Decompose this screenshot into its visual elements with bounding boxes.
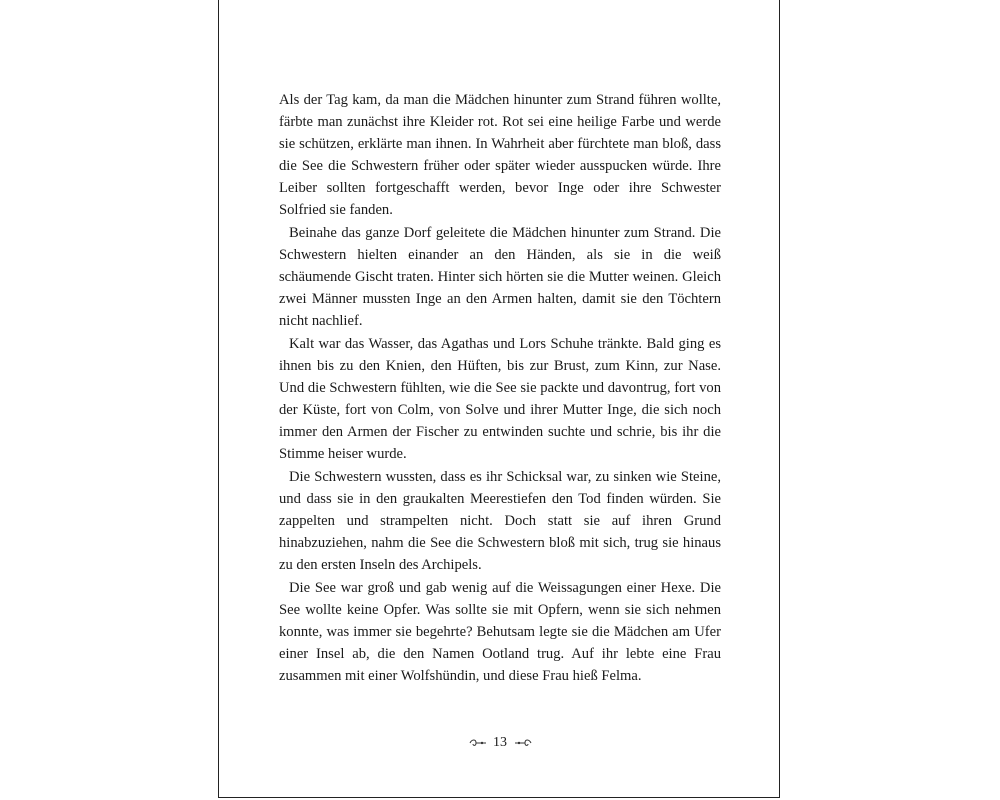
right-flourish-icon xyxy=(513,738,533,748)
paragraph: Kalt war das Wasser, das Agathas und Lors Schuhe tränkte. Bald ging es ihnen bis zu den Knien, den Hüften, bis zur Brust, zum Kinn, zur Nase. Und die Schwestern fühlten, wie die See sie packte und davontrug, fort von der Küste, fort von Colm, von Solve und ihrer Mutter Inge, die sich noch immer den Armen der Fischer zu entwinden suchte und schrie, bis ihr die Stimme heiser wurde. xyxy=(279,335,721,462)
paragraph: Als der Tag kam, da man die Mädchen hinunter zum Strand führen wollte, färbte man zunächst ihre Kleider rot. Rot sei eine heilige Farbe und werde sie schützen, erklärte man ihnen. In Wahrheit aber fürchtete man bloß, dass die See die Schwestern früher oder später wieder ausspucken würde. Ihre Leiber sollten fortgeschafft werden, bevor Inge oder ihre Schwester Solfried sie fanden. xyxy=(279,92,721,218)
paragraph: Die See war groß und gab wenig auf die Weissagungen einer Hexe. Die See wollte keine Opfer. Was sollte sie mit Opfern, wenn sie sich nehmen konnte, was immer sie begehrte? Behutsam legte sie die Mädchen am Ufer einer Insel ab, die den Namen Ootland trug. Auf ihr lebte eine Frau zusammen mit einer Wolfshündin, und diese Frau hieß Felma. xyxy=(279,579,721,684)
book-page xyxy=(218,0,780,798)
page-number-footer xyxy=(219,735,781,751)
paragraph: Beinahe das ganze Dorf geleitete die Mädchen hinunter zum Strand. Die Schwestern hielten einander an den Händen, als sie in die weiß schäumende Gischt traten. Hinter sich hörten sie die Mutter weinen. Gleich zwei Männer mussten Inge an den Armen halten, damit sie den Töchtern nicht nachlief. xyxy=(279,224,721,329)
page-number: 13 xyxy=(493,735,507,750)
left-flourish-icon xyxy=(468,738,488,748)
paragraph: Die Schwestern wussten, dass es ihr Schicksal war, zu sinken wie Steine, und dass sie in den graukalten Meerestiefen den Tod finden würden. Sie zappelten und strampelten nicht. Doch statt sie auf ihren Grund hinabzuziehen, nahm die See die Schwestern bloß mit sich, trug sie hinaus zu den ersten Inseln des Archipels. xyxy=(279,468,721,573)
body-text xyxy=(279,90,721,689)
